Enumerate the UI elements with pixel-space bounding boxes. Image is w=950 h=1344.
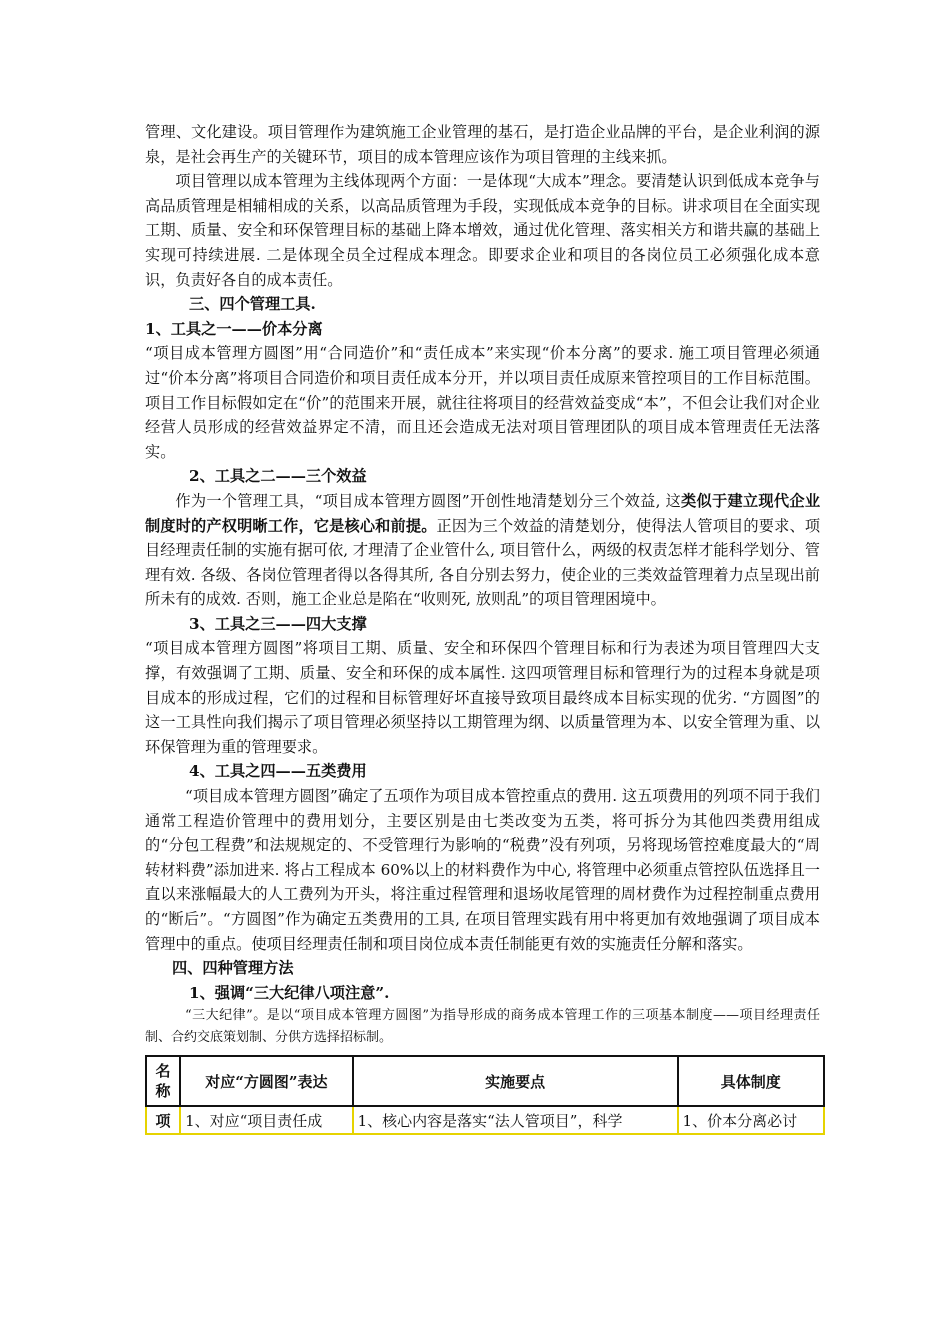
tool2-heading: 2、工具之二——三个效益 (189, 467, 367, 486)
tool2-body-bold: 类似于建立现代企业制度时的产权明晰工作，它是核心和前提。 (145, 491, 821, 535)
management-table (145, 1055, 825, 1135)
method1-body-text: “三大纪律”。是以“项目成本管理方圆图”为指导形成的商务成本管理工作的三项基本制度——项目经理责任制、合约交底策划制、分供方选择招标制。 (145, 1008, 820, 1046)
table-row (146, 1106, 824, 1134)
paragraph-intro: 管理、文化建设。项目管理作为建筑施工企业管理的基石，是打造企业品牌的平台，是企业利润的源泉，是社会再生产的关键环节，项目的成本管理应该作为项目管理的主线来抓。 (145, 123, 820, 166)
section4-heading: 四、四种管理方法 (172, 959, 294, 978)
method1-heading: 1、强调“三大纪律八项注意”. (189, 983, 390, 1002)
tool1-body: “项目成本管理方圆图”用“合同造价”和“责任成本”来实现“价本分离”的要求. 施工项目管理必须通过“价本分离”将项目合同造价和项目责任成本分开，并以项目责任成原来管控项目的工作目标范围。项目工作目标假如定在“价”的范围来开展，就往往将项目的经营效益变成“本”，不但会让我们对企业经营人员形成的经营效益界定不清，而且还会造成无法对项目管理团队的项目成本管理责任无法落实。 (145, 344, 820, 461)
tool3-body: “项目成本管理方圆图”将项目工期、质量、安全和环保四个管理目标和行为表述为项目管理四大支撑，有效强调了工期、质量、安全和环保的成本属性. 这四项管理目标和管理行为的过程本身就是项目成本的形成过程，它们的过程和目标管理好坏直接导致项目最终成本目标实现的优劣. “方圆图”的这一工具性向我们揭示了项目管理必须坚持以工期管理为纲、以质量管理为本、以安全管理为重、以环保管理为重的管理要求。 (145, 639, 820, 756)
table-header-key-points: 实施要点 (353, 1056, 678, 1106)
tool4-heading: 4、工具之四——五类费用 (189, 762, 367, 781)
tool2-body (145, 489, 820, 612)
section3-heading: 三、四个管理工具. (189, 295, 316, 314)
tool1-heading: 1、工具之一——价本分离 (145, 319, 323, 338)
table-header-name: 名称 (146, 1056, 180, 1106)
method1-body (145, 1005, 820, 1049)
paragraph-cost-management: 项目管理以成本管理为主线体现两个方面：一是体现“大成本”理念。要清楚认识到低成本竞争与高品质管理是相辅相成的关系，以高品质管理为手段，实现低成本竞争的目标。讲求项目在全面实现工期、质量、安全和环保管理目标的基础上降本增效，通过优化管理、落实相关方和谐共赢的基础上实现可持续进展. 二是体现全员全过程成本理念。即要求企业和项目的各岗位员工必须强化成本意识，负责好各自的成本责任。 (145, 172, 820, 289)
table-cell: 1、核心内容是落实“法人管项目”，科学 (353, 1106, 678, 1134)
tool4-body (145, 784, 820, 956)
table-header-system: 具体制度 (678, 1056, 824, 1106)
tool2-body-a: 作为一个管理工具，“项目成本管理方圆图”开创性地清楚划分三个效益, 这 (175, 491, 682, 510)
table-cell: 1、价本分离必讨 (678, 1106, 824, 1134)
table-cell: 1、对应“项目责任成 (180, 1106, 353, 1134)
table-header-expression: 对应“方圆图”表达 (180, 1056, 353, 1106)
tool4-body-text: “项目成本管理方圆图”确定了五项作为项目成本管控重点的费用. 这五项费用的列项不同于我们通常工程造价管理中的费用划分，主要区别是由七类改变为五类，将可拆分为其他四类费用组成的“分包工程费”和法规规定的、不受管理行为影响的“税费”没有列项，另将现场管控难度最大的“周转材料费”添加进来. 将占工程成本 60%以上的材料费作为中心, 将管理中必须重点管控队伍选择且一直以来涨幅最大的人工费列为开头，将注重过程管理和退场收尾管理的周材费作为过程控制重点费用的“断后”。“方圆图”作为确定五类费用的工具, 在项目管理实践有用中将更加有效地强调了项目成本管理中的重点。使项目经理责任制和项目岗位成本责任制能更有效的实施责任分解和落实。 (145, 787, 820, 953)
table-header-row (146, 1056, 824, 1106)
tool3-heading: 3、工具之三——四大支撑 (189, 614, 367, 633)
document-page (145, 120, 820, 1135)
tool2-body-b: 正因为三个效益的清楚划分，使得法人管项目的要求、项目经理责任制的实施有据可依, 才理清了企业管什么, 项目管什么，两级的权责怎样才能科学划分、管理有效. 各级、各岗位管理者得以各得其所, 各自分别去努力，使企业的三类效益管理着力点呈现出前所未有的成效. 否则，施工企业总是陷在“收则死, 放则乱”的项目管理困境中。 (145, 516, 821, 609)
table-cell: 项 (146, 1106, 180, 1134)
